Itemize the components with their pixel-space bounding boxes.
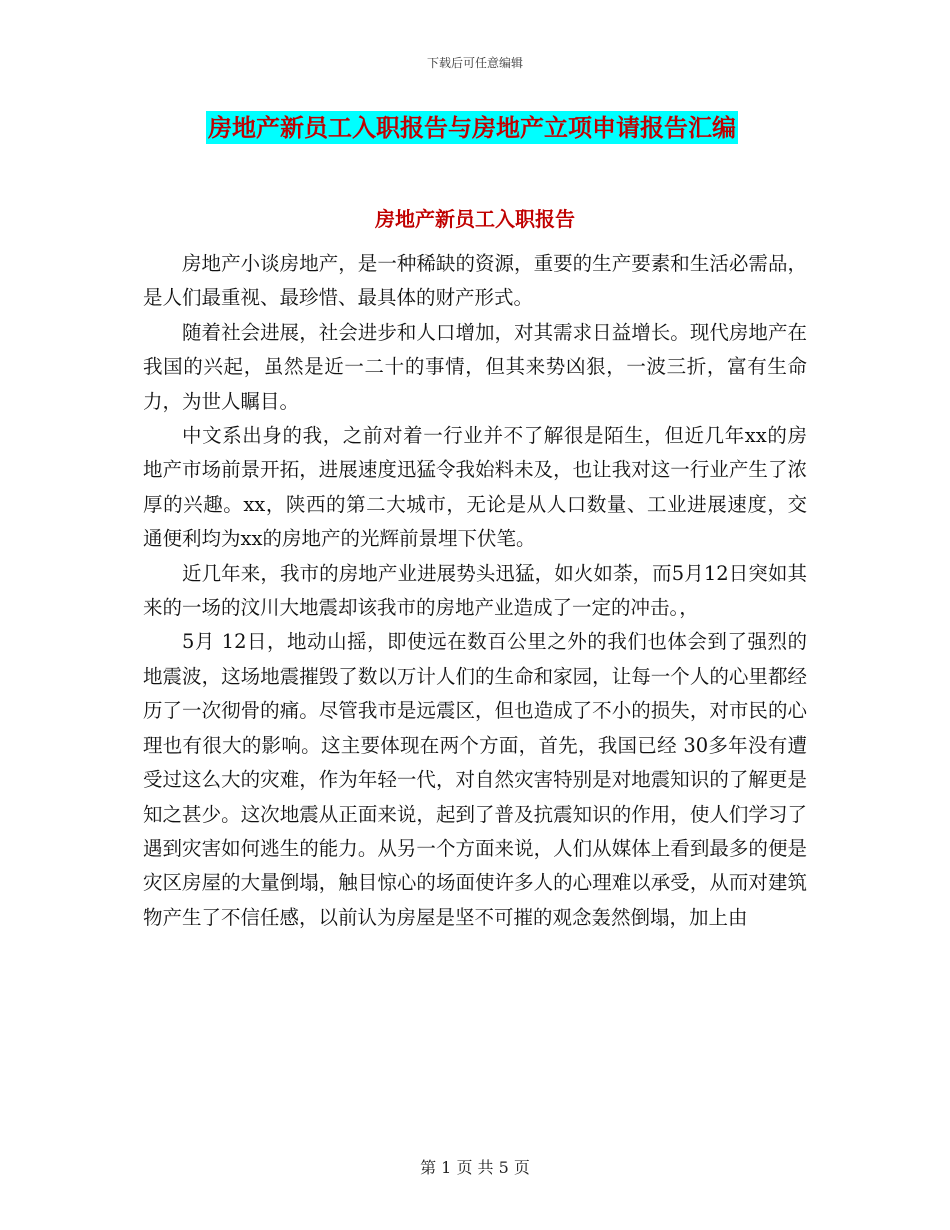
paragraph: 5月 12日，地动山摇，即使远在数百公里之外的我们也体会到了强烈的地震波，这场地震摧毁了数以万计人们的生命和家园，让每一个人的心里都经历了一次彻骨的痛。尽管我市是远震区，但也造成了不小的损失，对市民的心理也有很大的影响。这主要体现在两个方面，首先，我国已经 30多年没有遭受过这么大的灾难，作为年轻一代，对自然灾害特别是对地震知识的了解更是知之甚少。这次地震从正面来说，起到了普及抗震知识的作用，使人们学习了遇到灾害如何逃生的能力。从另一个方面来说，人们从媒体上看到最多的便是灾区房屋的大量倒塌，触目惊心的场面使许多人的心理难以承受，从而对建筑物产生了不信任感，以前认为房屋是坚不可摧的观念轰然倒塌，加上由 — [143, 630, 807, 929]
document-body — [143, 247, 807, 935]
paragraph: 房地产小谈房地产，是一种稀缺的资源，重要的生产要素和生活必需品，是人们最重视、最珍惜、最具体的财产形式。 — [143, 252, 807, 310]
paragraph: 随着社会进展，社会进步和人口增加，对其需求日益增长。现代房地产在我国的兴起，虽然是近一二十的事情，但其来势凶狠，一波三折，富有生命力，为世人瞩目。 — [143, 320, 807, 413]
paragraph: 近几年来，我市的房地产业进展势头迅猛，如火如荼，而5月12日突如其来的一场的汶川大地震却该我市的房地产业造成了一定的冲击。， — [143, 561, 807, 620]
page-number: 第 1 页 共 5 页 — [420, 1158, 530, 1177]
header-note: 下载后可任意编辑 — [426, 56, 523, 70]
paragraph: 中文系出身的我，之前对着一行业并不了解很是陌生，但近几年xx的房地产市场前景开拓，进展速度迅猛令我始料未及，也让我对这一行业产生了浓厚的兴趣。xx，陕西的第二大城市，无论是从人口数量、工业进展速度，交通便利均为xx的房地产的光辉前景埋下伏笔。 — [143, 424, 807, 551]
section-title: 房地产新员工入职报告 — [375, 207, 575, 231]
document-title: 房地产新员工入职报告与房地产立项申请报告汇编 — [208, 113, 736, 142]
